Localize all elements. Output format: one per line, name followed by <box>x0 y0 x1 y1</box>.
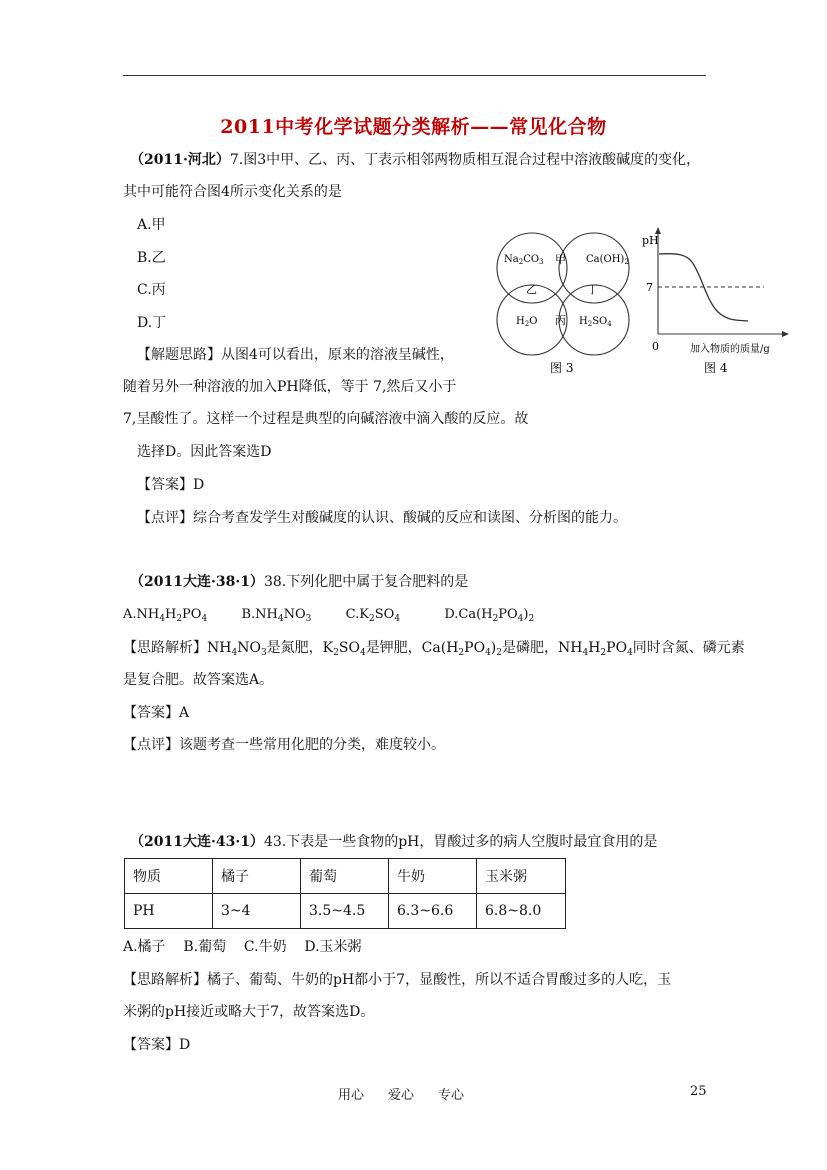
q2-comment-text: 该题考查一些常用化肥的分类，难度较小。 <box>179 737 445 753</box>
y-axis-label: pH <box>642 234 659 247</box>
q1-option-d: D.丁 <box>137 315 167 331</box>
table-cell: PH <box>125 894 213 929</box>
q2-analysis-text-2: 是钾肥，Ca(H <box>365 640 459 656</box>
q1-option-a: A.甲 <box>137 217 166 233</box>
q1-answer-value: D <box>193 477 205 493</box>
x-axis-arrow <box>782 331 789 337</box>
q2-analysis-tag: 【思路解析】 <box>123 640 207 656</box>
label-ding: 丁 <box>587 283 598 296</box>
page-title: 2011中考化学试题分类解析——常见化合物 <box>220 116 607 138</box>
q2-answer-tag: 【答案】 <box>123 705 179 721</box>
q2-stem-text: 38.下列化肥中属于复合肥料的是 <box>263 574 469 590</box>
label-jia: 甲 <box>555 253 566 266</box>
q2-comment <box>123 735 445 755</box>
table-row <box>125 859 566 894</box>
q1-analysis-2: 随着另外一种溶液的加入PH降低，等于 7,然后又小于 <box>123 379 457 395</box>
x-axis-label: 加入物质的质量/g <box>690 344 770 355</box>
figure-4-caption: 图 4 <box>704 361 728 375</box>
q2-analysis-text-3: 是磷肥，NH <box>502 640 583 656</box>
q2-stem <box>130 572 468 592</box>
footer-motto-3: 专心 <box>438 1088 465 1103</box>
table-cell: 牛奶 <box>389 859 477 894</box>
q2-comment-tag: 【点评】 <box>123 737 179 753</box>
q3-source-tag: （2011大连·43·1） <box>130 834 264 850</box>
q3-answer-tag: 【答案】 <box>123 1037 179 1053</box>
table-cell: 橘子 <box>213 859 301 894</box>
q1-analysis-4: 选择D。因此答案选D <box>137 444 272 460</box>
q3-answer-value: D <box>179 1037 191 1053</box>
q1-comment-text: 综合考查发学生对酸碱度的认识、酸碱的反应和读图、分析图的能力。 <box>193 510 627 526</box>
label-bing: 丙 <box>555 314 566 327</box>
q3-answer <box>123 1035 190 1055</box>
q1-option-c: C.丙 <box>137 282 166 298</box>
q3-analysis-tag: 【思路解析】 <box>123 972 207 988</box>
y-axis-arrow <box>655 227 661 234</box>
q2-analysis-text-1: 是氮肥，K <box>266 640 334 656</box>
table-cell: 6.8~8.0 <box>477 894 566 929</box>
q1-stem-1: 7.图3中甲、乙、丙、丁表示相邻两物质相互混合过程中溶液酸碱度的变化， <box>229 152 701 168</box>
ph-table <box>124 858 566 929</box>
q3-stem-text: 43.下表是一些食物的pH，胃酸过多的病人空腹时最宜食用的是 <box>263 834 658 850</box>
q3-analysis-2: 米粥的pH接近或略大于7，故答案选D。 <box>123 1004 375 1020</box>
origin-label: 0 <box>652 340 659 353</box>
q2-option-b: $B.NH_4NO_3$ <box>241 607 312 624</box>
table-cell: 3.5~4.5 <box>301 894 389 929</box>
q1-answer-tag: 【答案】 <box>137 477 193 493</box>
label-h2o: $H_2O$ <box>516 316 538 328</box>
q2-source-tag: （2011大连·38·1） <box>130 574 264 590</box>
q1-line1 <box>130 150 700 170</box>
figure-3-venn <box>490 222 640 377</box>
page-number: 25 <box>690 1084 707 1099</box>
q2-answer <box>123 703 189 723</box>
q2-analysis-1: 【思路解析】$NH_4NO_3$是氮肥，$K_2SO_4$是钾肥，$Ca(H_2PO_4)_2$是磷肥，$NH_4H_2PO_4$同时含氮、磷元素 <box>123 640 745 658</box>
q2-analysis-text-4: 同时含氮、磷元素 <box>632 640 745 656</box>
table-cell: 6.3~6.6 <box>389 894 477 929</box>
q2-option-c: $C.K_2SO_4$ <box>345 607 401 624</box>
table-row <box>125 894 566 929</box>
label-h2so4: $H_2SO_4$ <box>579 316 612 328</box>
footer-motto-1: 用心 <box>338 1088 365 1103</box>
q3-analysis-1 <box>123 970 671 990</box>
table-cell: 3~4 <box>213 894 301 929</box>
q3-options: A.橘子 B.葡萄 C.牛奶 D.玉米粥 <box>123 939 362 955</box>
q2-option-a: $A.NH_4H_2PO_4$ <box>123 607 208 624</box>
q2-option-d: $D.Ca(H_2PO_4)_2$ <box>444 607 535 624</box>
q2-answer-value: A <box>179 705 190 721</box>
label-yi: 乙 <box>526 283 537 296</box>
q1-analysis-1 <box>137 345 454 365</box>
q1-source-tag: （2011·河北） <box>130 152 230 168</box>
header-rule <box>123 75 706 76</box>
q1-analysis-3: 7,呈酸性了。这样一个过程是典型的向碱溶液中滴入酸的反应。故 <box>123 411 529 427</box>
q1-answer <box>137 475 204 495</box>
table-cell: 物质 <box>125 859 213 894</box>
footer-motto-2: 爱心 <box>388 1088 415 1103</box>
q3-stem <box>130 832 657 852</box>
figure-4-ph-curve <box>636 222 796 377</box>
q2-analysis-2: 是复合肥。故答案选A。 <box>123 672 274 688</box>
table-cell: 葡萄 <box>301 859 389 894</box>
q1-comment <box>137 508 627 528</box>
table-cell: 玉米粥 <box>477 859 566 894</box>
label-caoh2: $Ca(OH)_2$ <box>586 254 629 266</box>
q1-comment-tag: 【点评】 <box>137 510 193 526</box>
q3-analysis-text-1: 橘子、葡萄、牛奶的pH都小于7，显酸性，所以不适合胃酸过多的人吃，玉 <box>207 972 672 988</box>
y-tick-7: 7 <box>646 281 653 294</box>
q2-options <box>123 605 534 625</box>
q1-option-b: B.乙 <box>137 250 166 266</box>
q1-analysis-tag: 【解题思路】 <box>137 347 221 363</box>
q1-analysis-text-1: 从图4可以看出，原来的溶液呈碱性， <box>221 347 454 363</box>
label-na2co3: $Na_2CO_3$ <box>504 254 544 266</box>
figure-3-caption: 图 3 <box>550 361 574 375</box>
q1-stem-2: 其中可能符合图4所示变化关系的是 <box>123 184 342 200</box>
